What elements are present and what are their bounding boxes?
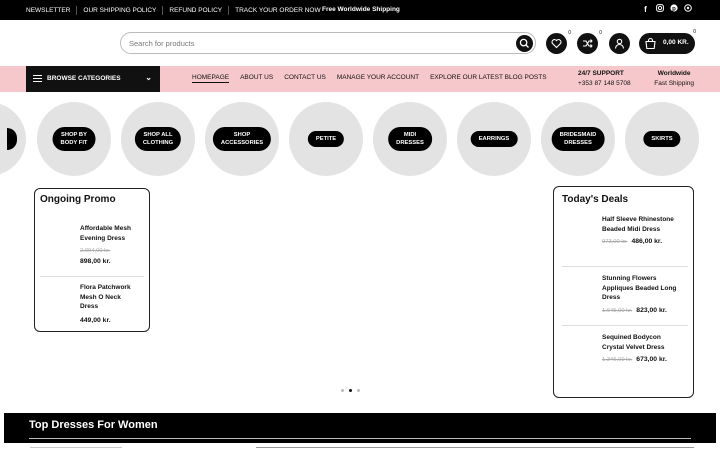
carousel-dot-active[interactable]: [349, 389, 352, 392]
user-icon: [614, 38, 625, 49]
pinterest-icon[interactable]: [669, 4, 678, 15]
category-midi-dresses[interactable]: [373, 102, 447, 176]
support-title: 24/7 SUPPORT: [578, 70, 624, 77]
section-underline: [29, 438, 691, 439]
browse-categories-button[interactable]: [26, 66, 160, 92]
nav-blog[interactable]: EXPLORE OUR LATEST BLOG POSTS: [430, 74, 547, 81]
social-links: [641, 4, 692, 15]
wishlist-button[interactable]: [546, 30, 571, 54]
category-bridesmaid-dresses[interactable]: [541, 102, 615, 176]
bag-icon: [644, 37, 657, 50]
support-info: [578, 69, 631, 89]
deal-item-price: 486,00 kr.: [631, 238, 663, 245]
top-links: [20, 0, 327, 20]
wishlist-count: 0: [568, 30, 571, 36]
deal-item-price: 673,00 kr.: [636, 356, 667, 363]
search-button[interactable]: [516, 35, 533, 52]
category-accessories[interactable]: [205, 102, 279, 176]
nav-contact-us[interactable]: CONTACT US: [284, 74, 326, 81]
search-bar: [120, 32, 536, 54]
deal-item-name[interactable]: Sequined Bodycon Crystal Velvet Dress: [602, 334, 665, 351]
instagram-icon[interactable]: [655, 4, 664, 15]
carousel-dot[interactable]: [341, 389, 344, 392]
deal-item-old-price: 1.645,00 kr.: [602, 308, 633, 314]
search-input[interactable]: [129, 36, 499, 51]
cart-total: 0,00 KR.: [663, 39, 689, 46]
deal-item-prices: [602, 238, 662, 245]
divider: [562, 266, 688, 267]
promo-item-name[interactable]: Affordable Mesh Evening Dress: [80, 225, 131, 242]
section-title: Top Dresses For Women: [29, 419, 158, 431]
deal-item-prices: [602, 307, 667, 314]
ongoing-promo-panel: [34, 188, 150, 332]
compare-button[interactable]: [577, 30, 602, 54]
shuffle-icon: [582, 38, 593, 49]
cart-count: 0: [693, 29, 696, 35]
nav-manage-account[interactable]: MANAGE YOUR ACCOUNT: [336, 74, 420, 81]
top-bar: [0, 0, 720, 20]
newsletter-link[interactable]: NEWSLETTER: [26, 6, 71, 14]
category-earrings[interactable]: [457, 102, 531, 176]
category-label: SHOP BY BODY FIT: [53, 127, 96, 151]
nav-about-us[interactable]: ABOUT US: [240, 74, 274, 81]
category-label: MIDI DRESSES: [388, 127, 432, 151]
category-label: SHOP ACCESSORIES: [213, 127, 271, 151]
category-body-fit[interactable]: [37, 102, 111, 176]
ongoing-promo-title: Ongoing Promo: [40, 194, 116, 205]
deal-item-old-price: 973,00 kr.: [602, 239, 628, 245]
category-partial[interactable]: [0, 102, 26, 176]
chevron-down-icon: ⌄: [145, 73, 152, 82]
account-button[interactable]: [609, 33, 630, 54]
divider: [40, 276, 144, 277]
category-label: SKIRTS: [643, 131, 680, 147]
track-order-link[interactable]: TRACK YOUR ORDER NOW: [228, 6, 326, 15]
heart-icon: [551, 38, 562, 49]
facebook-icon[interactable]: f: [644, 5, 647, 14]
menu-icon: [33, 75, 42, 82]
support-phone[interactable]: +353 87 148 5708: [578, 80, 631, 87]
deal-item-name[interactable]: Half Sleeve Rhinestone Beaded Midi Dress: [602, 216, 674, 233]
promo-item-old-price: 2.094,00 kr.: [80, 248, 111, 254]
carousel-dot[interactable]: [357, 389, 360, 392]
deal-item-prices: [602, 356, 667, 363]
category-skirts[interactable]: [625, 102, 699, 176]
category-label: EARRINGS: [471, 131, 518, 147]
category-label: BRIDESMAID DRESSES: [552, 127, 605, 151]
nav-homepage[interactable]: HOMEPAGE: [192, 74, 230, 81]
todays-deals-panel: [553, 186, 694, 398]
promo-item-price: 449,00 kr.: [80, 317, 111, 324]
deal-item-price: 823,00 kr.: [636, 307, 667, 314]
todays-deals-title: Today's Deals: [562, 194, 629, 205]
deal-item-old-price: 1.346,00 kr.: [602, 357, 633, 363]
promo-item-name[interactable]: Flora Patchwork Mesh O Neck Dress: [80, 284, 131, 310]
carousel-pagination: [341, 389, 360, 392]
category-label: PETITE: [308, 131, 344, 147]
compare-count: 0: [599, 30, 602, 36]
whatsapp-icon[interactable]: [683, 4, 692, 15]
refund-policy-link[interactable]: REFUND POLICY: [162, 6, 228, 15]
category-all-clothing[interactable]: [121, 102, 195, 176]
announcement-text: Free Worldwide Shipping: [322, 6, 400, 13]
divider: [562, 325, 688, 326]
main-nav: [192, 74, 547, 83]
shipping-title: Worldwide: [657, 70, 691, 77]
promo-item-price: 898,00 kr.: [80, 258, 111, 265]
deal-item-name[interactable]: Stunning Flowers Appliques Beaded Long Dress: [602, 275, 677, 301]
browse-categories-label: BROWSE CATEGORIES: [47, 75, 121, 82]
search-icon: [516, 35, 533, 52]
cart-button[interactable]: [639, 29, 696, 54]
shipping-policy-link[interactable]: OUR SHIPPING POLICY: [76, 6, 162, 15]
category-petite[interactable]: [289, 102, 363, 176]
shipping-info: [654, 69, 694, 89]
category-label: SHOP ALL CLOTHING: [135, 127, 181, 151]
shipping-subtitle: Fast Shipping: [654, 80, 694, 87]
svg-text:p: p: [671, 6, 676, 12]
